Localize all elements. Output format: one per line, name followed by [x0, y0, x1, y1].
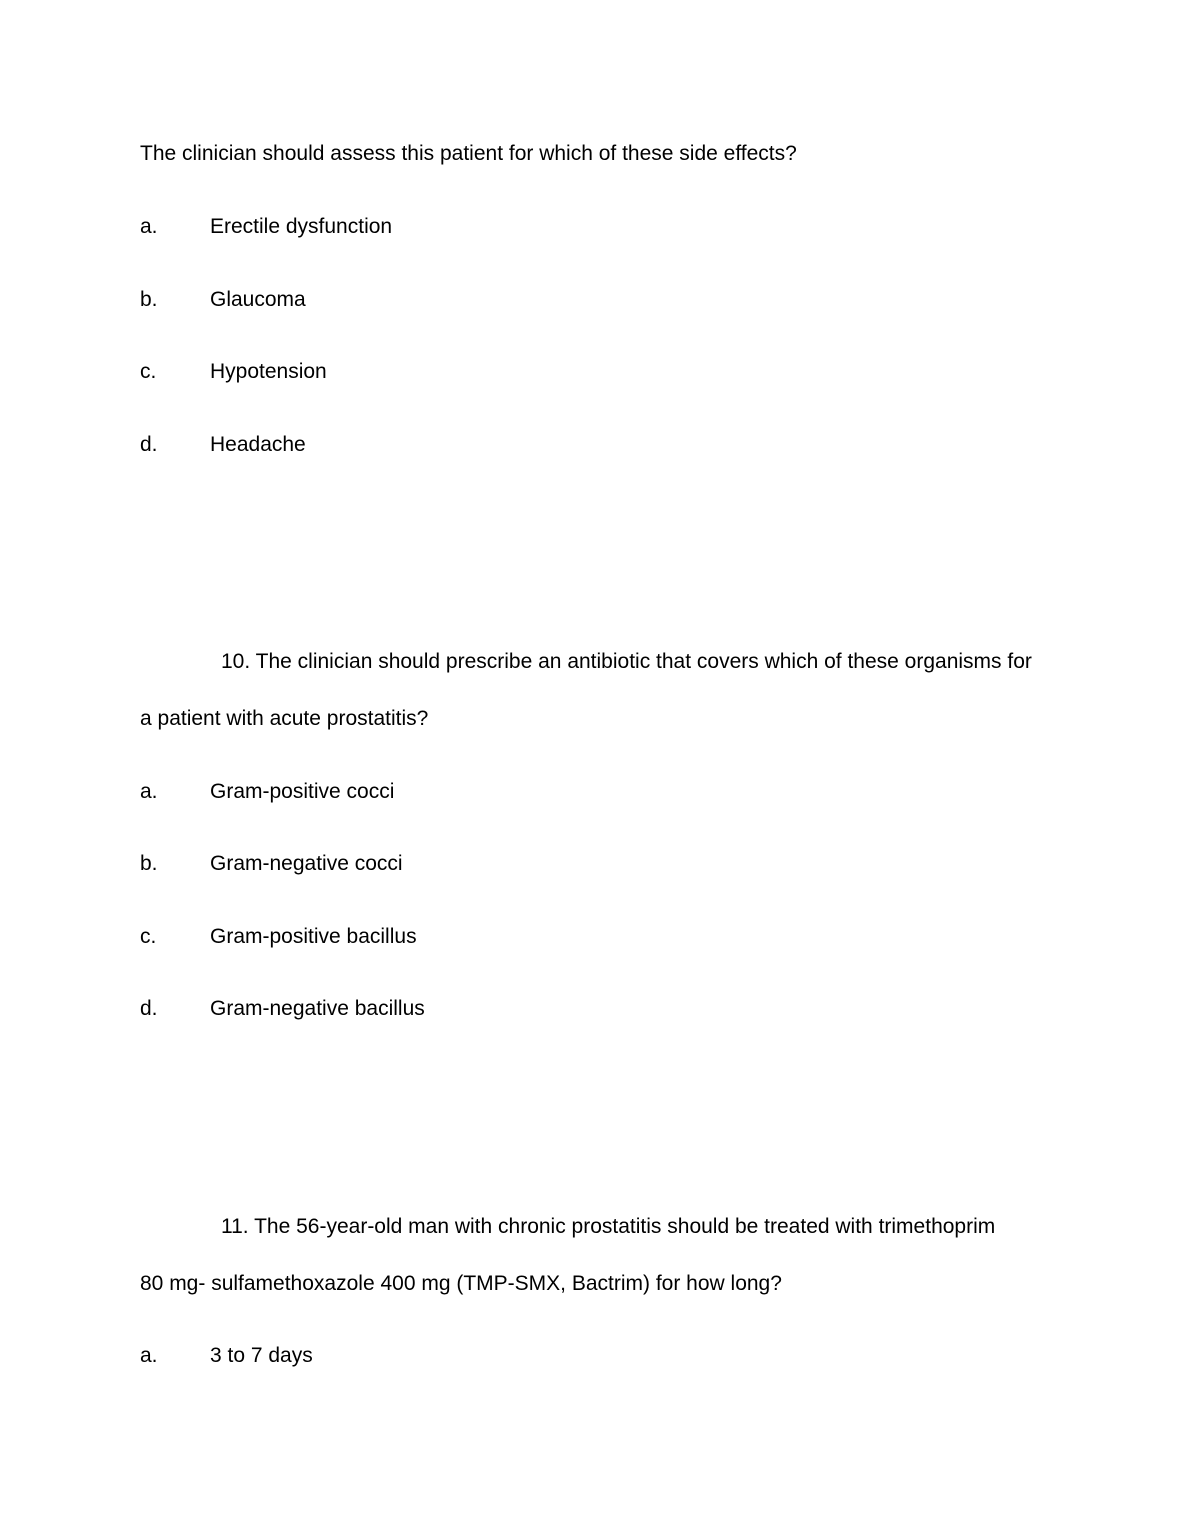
option-text: Hypotension — [210, 360, 327, 383]
option-letter: d. — [140, 997, 158, 1020]
option-letter: a. — [140, 780, 158, 803]
option-letter: b. — [140, 852, 158, 875]
option-letter: c. — [140, 925, 157, 948]
option-text: 3 to 7 days — [210, 1344, 313, 1367]
option-text: Headache — [210, 433, 306, 456]
question-11-stem-line2: 80 mg- sulfamethoxazole 400 mg (TMP-SMX, Bactrim) for how long? — [140, 1272, 782, 1295]
option-text: Glaucoma — [210, 288, 306, 311]
option-text: Gram-negative cocci — [210, 852, 403, 875]
question-10-stem-line2: a patient with acute prostatitis? — [140, 707, 429, 730]
question-10-stem-line1: 10. The clinician should prescribe an antibiotic that covers which of these organisms for — [221, 650, 1032, 673]
question-9-stem: The clinician should assess this patient for which of these side effects? — [140, 142, 797, 165]
option-letter: a. — [140, 1344, 158, 1367]
question-11-stem-line1: 11. The 56-year-old man with chronic prostatitis should be treated with trimethoprim — [221, 1215, 996, 1238]
option-letter: d. — [140, 433, 158, 456]
option-text: Erectile dysfunction — [210, 215, 393, 238]
option-letter: b. — [140, 288, 158, 311]
option-letter: a. — [140, 215, 158, 238]
option-letter: c. — [140, 360, 157, 383]
option-text: Gram-positive cocci — [210, 780, 395, 803]
option-text: Gram-positive bacillus — [210, 925, 417, 948]
option-text: Gram-negative bacillus — [210, 997, 425, 1020]
